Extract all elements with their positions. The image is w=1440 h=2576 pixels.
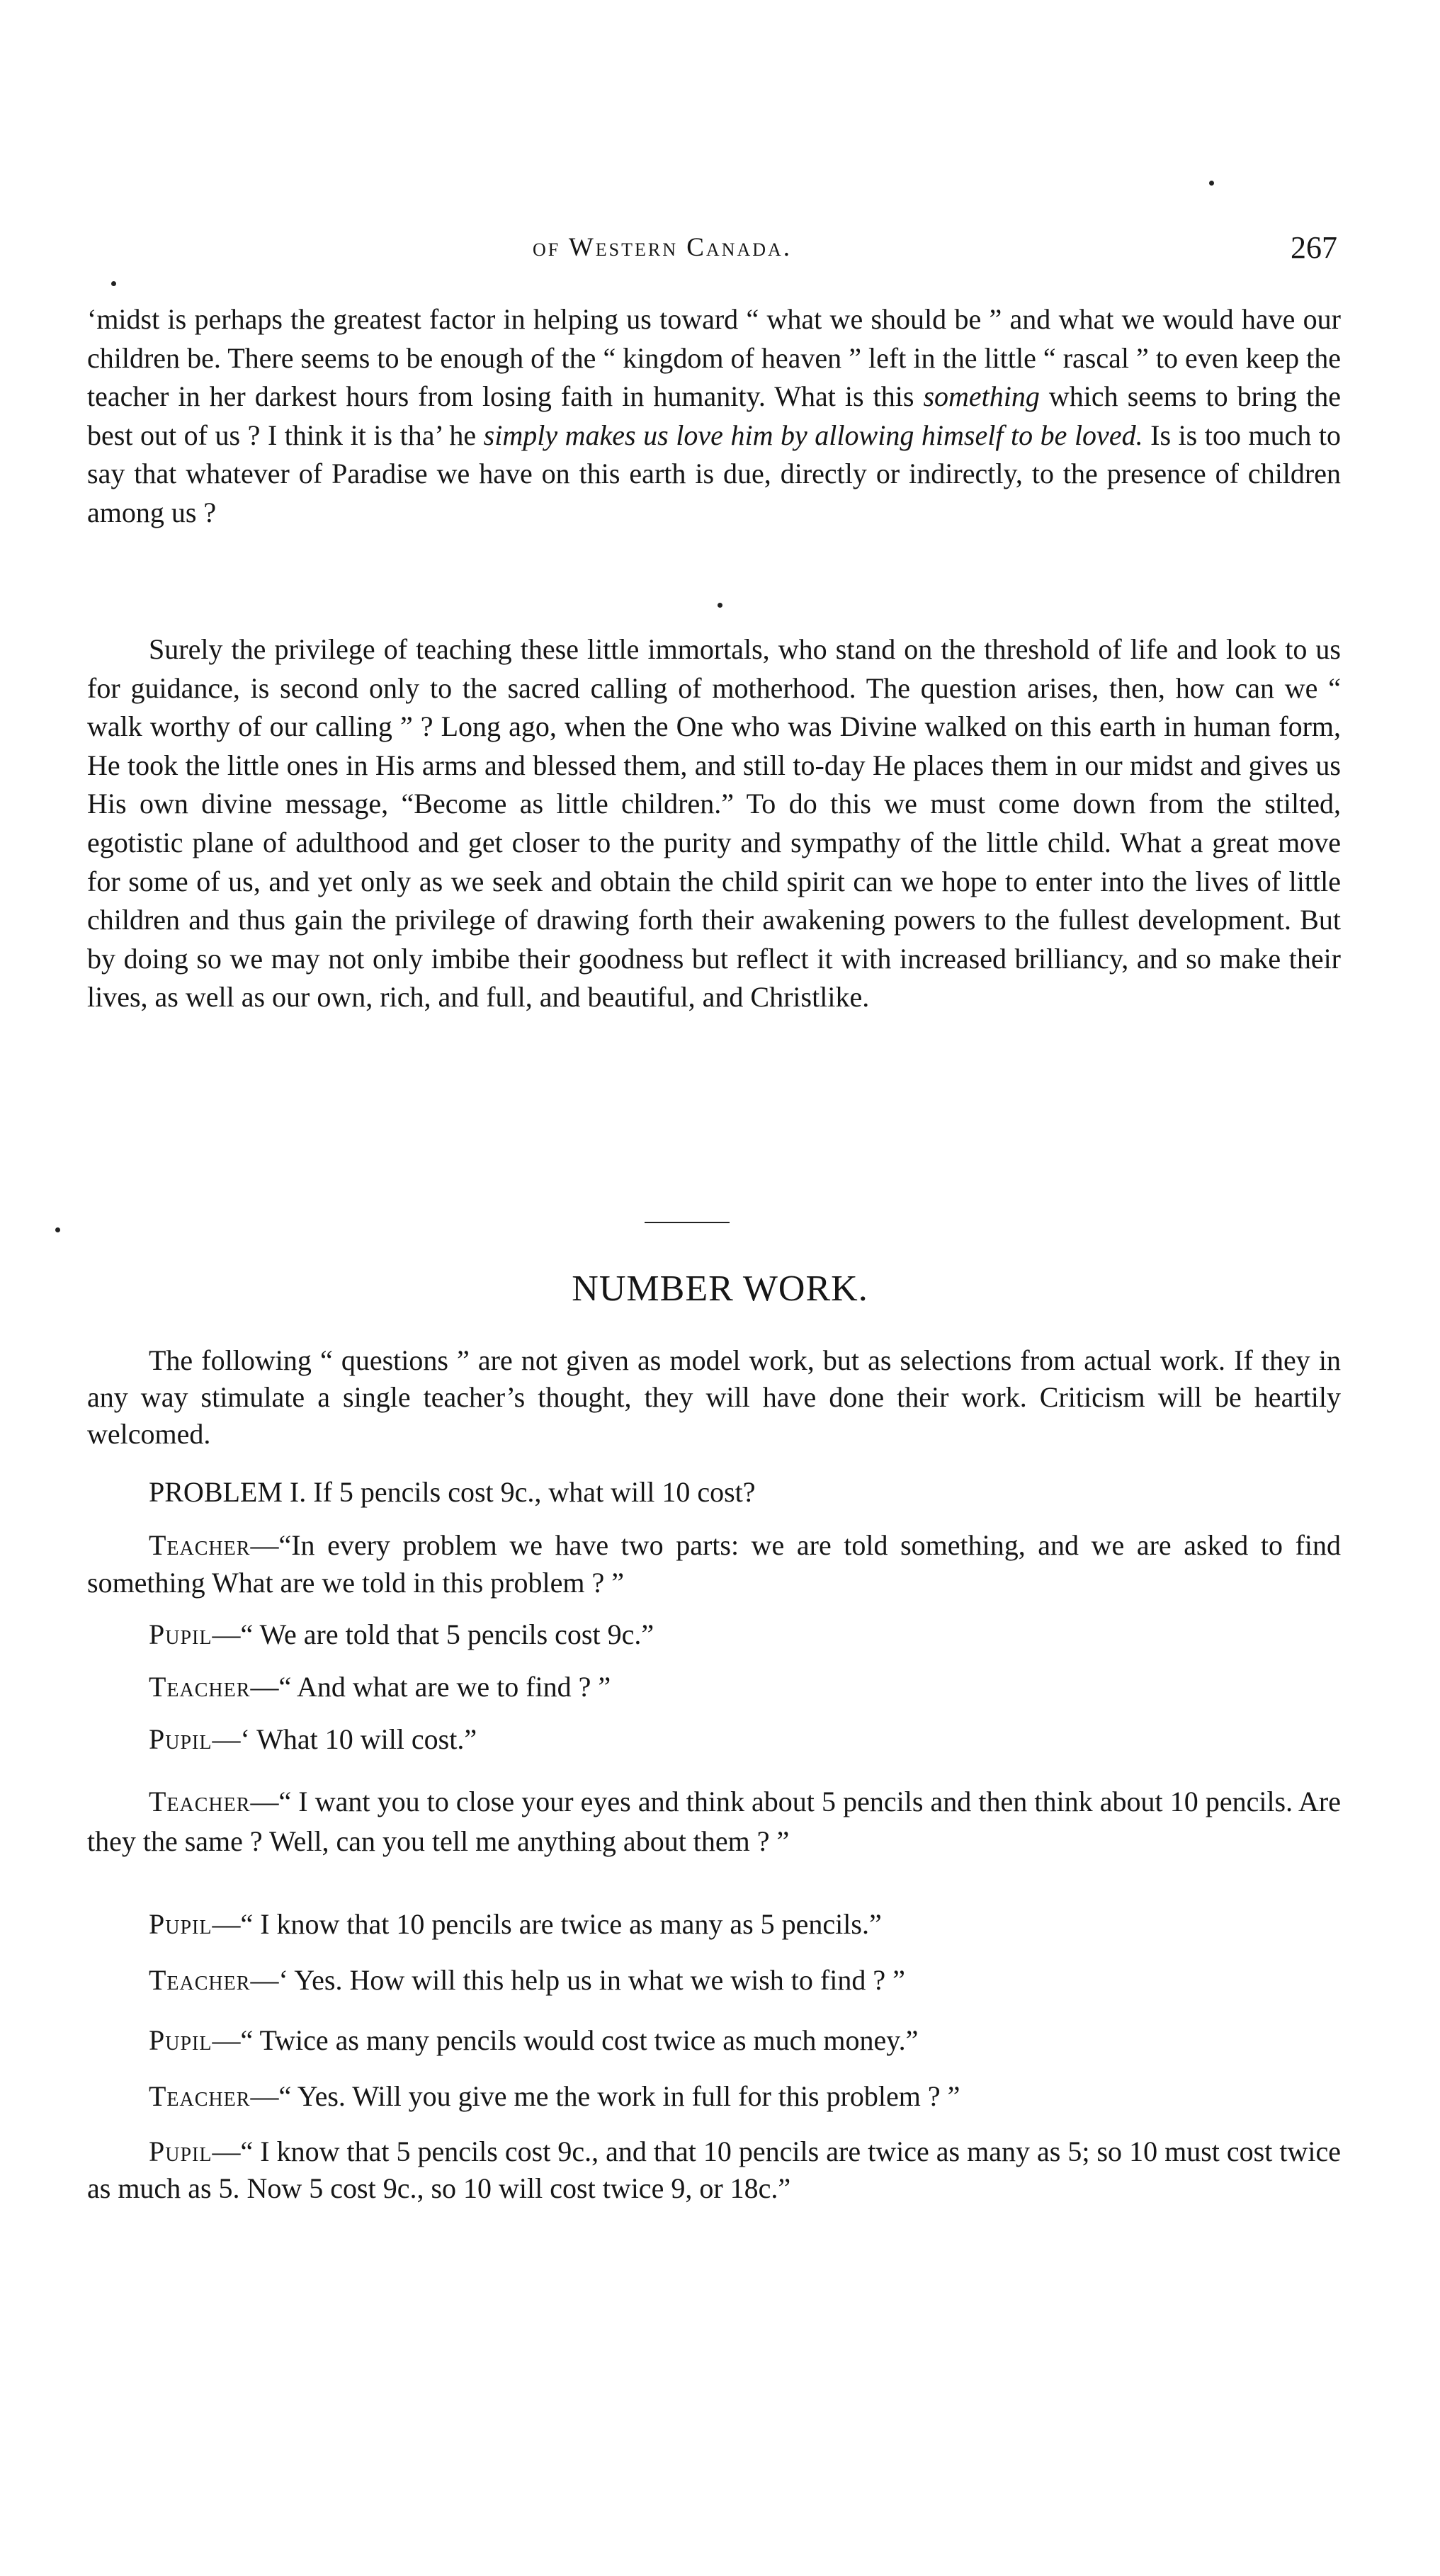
section-intro: The following “ questions ” are not given as model work, but as selections from actual work. If they in any way stimulate a single teacher’s thought, they will have done their work. Criticism will be heartily welcomed. — [87, 1344, 1341, 1450]
print-speck — [1209, 181, 1214, 186]
running-title: of Western Canada. — [533, 233, 793, 262]
dialogue-line: Pupil—“ Twice as many pencils would cost twice as much money.” — [149, 2024, 919, 2056]
dialogue-line: Teacher—“In every problem we have two parts: we are told something, and we are asked to find something What are we told in this problem ? ” — [87, 1529, 1341, 1599]
speaker-name: Pupil — [149, 2024, 212, 2056]
speaker-name: Teacher — [149, 1671, 251, 1703]
speaker-name: Teacher — [149, 2080, 251, 2112]
paragraph-privilege-of-teaching: Surely the privilege of teaching these little immortals, who stand on the threshold of life and look to us for guidance, is second only to the sacred calling of motherhood. The question arises, then, how can we “ walk worthy of our calling ” ? Long ago, when the One who was Divine walked on this earth in human form, He took the little ones in His arms and blessed them, and still to-day He places them in our midst and gives us His own divine message, “Become as little children.” To do this we must come down from the stilted, egotistic plane of adulthood and get closer to the purity and sympathy of the little child. What a great move for some of us, and yet only as we seek and obtain the child spirit can we hope to enter into the lives of little children and thus gain the privilege of drawing forth their awakening powers to the fullest development. But by doing so we may not only imbibe their goodness but reflect it with increased brilliancy, and so make their lives, as well as our own, rich, and full, and beautiful, and Christlike. — [87, 633, 1341, 1014]
speaker-name: Pupil — [149, 1908, 212, 1940]
dialogue-line: Pupil—‘ What 10 will cost.” — [149, 1723, 477, 1755]
dialogue-line: Pupil—“ I know that 5 pencils cost 9c., and that 10 pencils are twice as many as 5; so 10 must cost twice as much as 5. Now 5 cost 9c., so 10 will cost twice 9, or 18c.” — [87, 2135, 1341, 2204]
speaker-name: Teacher — [149, 1529, 251, 1561]
speaker-name: Pupil — [149, 2135, 212, 2167]
dialogue-line: Pupil—“ I know that 10 pencils are twice as many as 5 pencils.” — [149, 1908, 882, 1940]
speaker-name: Teacher — [149, 1964, 251, 1996]
print-speck — [55, 1227, 60, 1232]
speaker-name: Pupil — [149, 1723, 212, 1755]
dialogue-line: Teacher—“ Yes. Will you give me the work in full for this problem ? ” — [149, 2080, 960, 2112]
paragraph-children-influence: ‘midst is perhaps the greatest factor in helping us toward “ what we should be ” and what we would have our children be. There seems to be enough of the “ kingdom of heaven ” left in the little “ rascal ” to even keep the teacher in her darkest hours from losing faith in humanity. What is this something which seems to bring the best out of us ? I think it is tha’ he simply makes us love him by allowing himself to be loved. Is is too much to say that whatever of Paradise we have on this earth is due, directly or indirectly, to the presence of children among us ? — [87, 303, 1342, 528]
dialogue-line: Teacher—‘ Yes. How will this help us in what we wish to find ? ” — [149, 1964, 905, 1996]
running-header — [0, 225, 1440, 268]
dialogue-line: Pupil—“ We are told that 5 pencils cost 9c.” — [149, 1618, 654, 1650]
problem-statement: PROBLEM I. If 5 pencils cost 9c., what will 10 cost? — [149, 1476, 756, 1508]
section-divider — [645, 1222, 730, 1223]
page-number: 267 — [1291, 230, 1337, 265]
dialogue-line: Teacher—“ I want you to close your eyes and think about 5 pencils and then think about 10 pencils. Are they the same ? Well, can you tell me anything about them ? ” — [87, 1786, 1341, 1857]
speaker-name: Pupil — [149, 1618, 212, 1650]
dialogue-line: Teacher—“ And what are we to find ? ” — [149, 1671, 611, 1703]
print-speck — [718, 603, 722, 608]
print-speck — [111, 281, 116, 286]
section-title: NUMBER WORK. — [572, 1269, 868, 1309]
speaker-name: Teacher — [149, 1786, 251, 1817]
